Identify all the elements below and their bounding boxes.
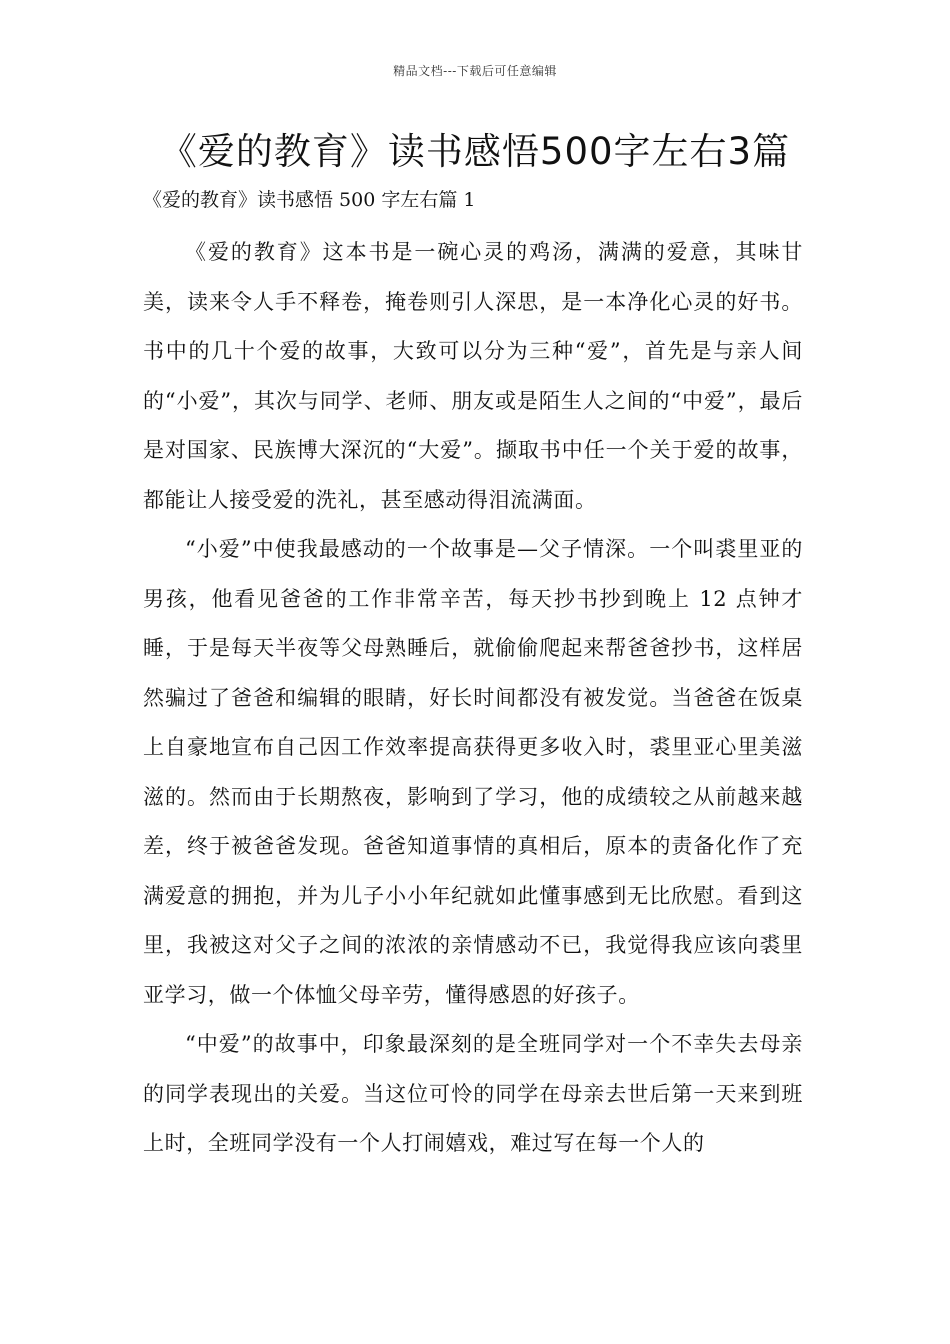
document-title: 《爱的教育》读书感悟500字左右3篇: [159, 130, 791, 173]
paragraph-3: “中爱”的故事中，印象最深刻的是全班同学对一个不幸失去母亲的同学表现出的关爱。当这位可怜的同学在母亲去世后第一天来到班上时，全班同学没有一个人打闹嬉戏，难过写在每一个人的: [143, 1032, 803, 1155]
section-subtitle: 《爱的教育》读书感悟 500 字左右篇 1: [143, 189, 476, 211]
header-note: 精品文档---下载后可任意编辑: [393, 64, 557, 78]
document-body: [143, 228, 803, 1169]
paragraph-1: 《爱的教育》这本书是一碗心灵的鸡汤，满满的爱意，其味甘美，读来令人手不释卷，掩卷则引人深思，是一本净化心灵的好书。书中的几十个爱的故事，大致可以分为三种“爱”，首先是与亲人间的“小爱”，其次与同学、老师、朋友或是陌生人之间的“中爱”，最后是对国家、民族博大深沉的“大爱”。撷取书中任一个关于爱的故事，都能让人接受爱的洗礼，甚至感动得泪流满面。: [143, 240, 803, 512]
paragraph-2: “小爱”中使我最感动的一个故事是—父子情深。一个叫裘里亚的男孩，他看见爸爸的工作非常辛苦，每天抄书抄到晚上 12 点钟才睡，于是每天半夜等父母熟睡后，就偷偷爬起来帮爸爸抄书，这样居然骗过了爸爸和编辑的眼睛，好长时间都没有被发觉。当爸爸在饭桌上自豪地宣布自己因工作效率提高获得更多收入时，裘里亚心里美滋滋的。然而由于长期熬夜，影响到了学习，他的成绩较之从前越来越差，终于被爸爸发现。爸爸知道事情的真相后，原本的责备化作了充满爱意的拥抱，并为儿子小小年纪就如此懂事感到无比欣慰。看到这里，我被这对父子之间的浓浓的亲情感动不已，我觉得我应该向裘里亚学习，做一个体恤父母辛劳，懂得感恩的好孩子。: [143, 537, 803, 1007]
